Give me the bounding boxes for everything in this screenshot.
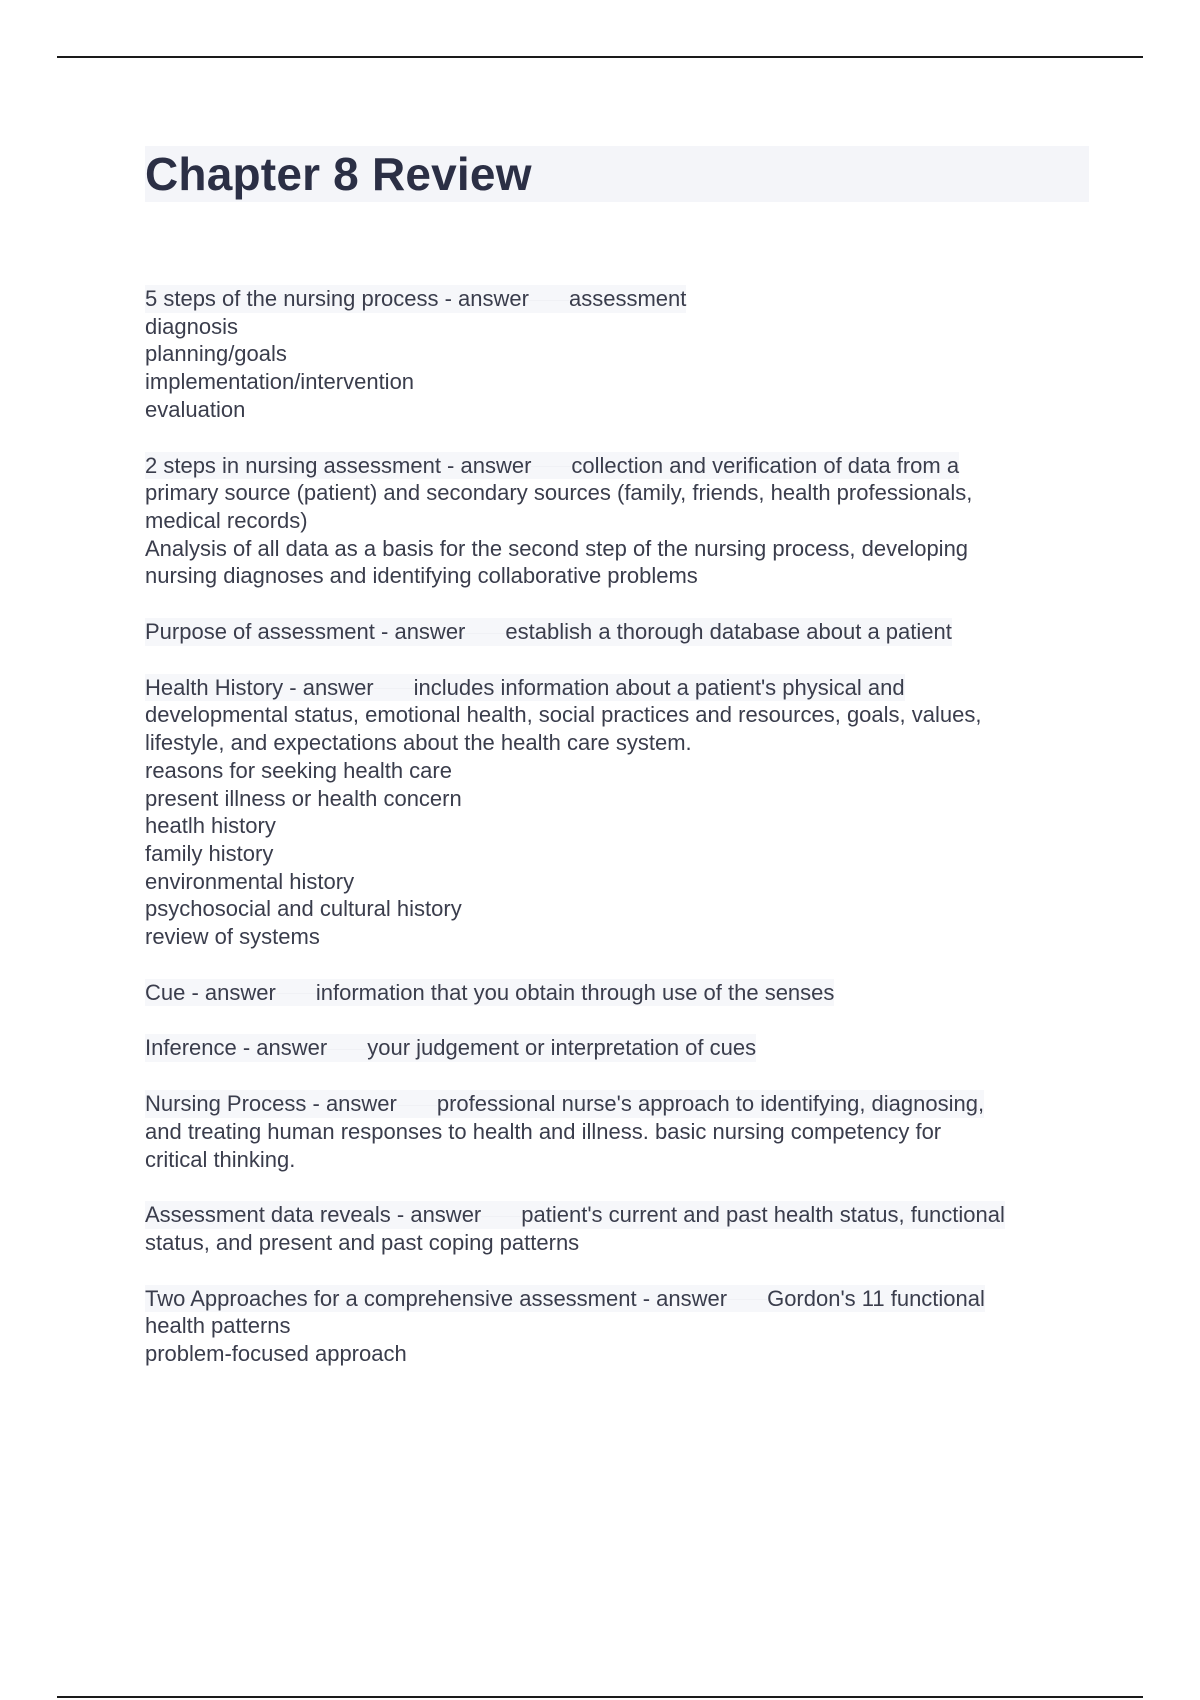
- answer-separator: - answer: [636, 1285, 728, 1311]
- card-first-line: [145, 1201, 1005, 1229]
- bottom-rule: [57, 1696, 1143, 1698]
- card-answer: includes information about a patient's physical and: [413, 674, 905, 700]
- card-answer-line: planning/goals: [145, 341, 287, 367]
- card-term: Nursing Process: [145, 1091, 307, 1117]
- flashcard: [145, 1201, 1095, 1256]
- card-answer-line: nursing diagnoses and identifying collaborative problems: [145, 563, 698, 589]
- flashcard: [145, 452, 1095, 591]
- card-first-line: [145, 1090, 984, 1118]
- answer-separator: - answer: [306, 1091, 397, 1117]
- card-answer: your judgement or interpretation of cues: [367, 1035, 757, 1061]
- card-answer-line: diagnosis: [145, 313, 238, 339]
- card-answer: establish a thorough database about a patient: [505, 619, 952, 645]
- card-answer-line: implementation/intervention: [145, 369, 415, 395]
- card-term: 5 steps of the nursing process: [145, 286, 439, 311]
- card-answer-line: environmental history: [145, 868, 355, 894]
- answer-separator: - answer: [374, 619, 466, 645]
- flashcard: [145, 1034, 1095, 1062]
- card-term: Assessment data reveals: [145, 1202, 391, 1228]
- card-answer-line: lifestyle, and expectations about the health care system.: [145, 730, 692, 756]
- card-answer: assessment: [568, 286, 687, 311]
- card-answer-line: medical records): [145, 507, 308, 533]
- answer-gap: [327, 1049, 367, 1050]
- answer-gap: [374, 688, 414, 689]
- flashcard: [145, 674, 1095, 951]
- answer-separator: - answer: [390, 1202, 482, 1228]
- card-answer: collection and verification of data from a: [571, 452, 960, 478]
- card-answer-line: developmental status, emotional health, social practices and resources, goals, values,: [145, 702, 982, 728]
- answer-gap: [276, 993, 316, 994]
- answer-gap: [529, 300, 569, 301]
- card-answer: Gordon's 11 functional: [767, 1285, 985, 1311]
- card-term: Inference: [145, 1035, 237, 1061]
- card-answer-line: present illness or health concern: [145, 785, 462, 811]
- card-answer-line: status, and present and past coping patterns: [145, 1229, 580, 1255]
- card-answer-line: reasons for seeking health care: [145, 757, 452, 783]
- answer-separator: - answer: [185, 979, 276, 1005]
- answer-separator: - answer: [440, 452, 532, 478]
- card-first-line: [145, 1285, 985, 1313]
- top-rule: [57, 56, 1143, 58]
- flashcard-list: [145, 285, 1095, 1396]
- card-first-line: [145, 674, 905, 702]
- card-term: Purpose of assessment: [145, 619, 375, 645]
- card-answer-line: evaluation: [145, 396, 246, 422]
- card-answer: information that you obtain through use of the senses: [315, 979, 835, 1005]
- flashcard: [145, 1090, 1095, 1173]
- card-first-line: [145, 979, 834, 1007]
- card-answer: patient's current and past health status, functional: [521, 1202, 1005, 1228]
- card-answer-line: heatlh history: [145, 813, 276, 839]
- card-first-line: [145, 452, 959, 480]
- card-term: Two Approaches for a comprehensive assessment: [145, 1285, 637, 1311]
- card-answer-line: review of systems: [145, 924, 320, 950]
- answer-gap: [397, 1105, 437, 1106]
- card-answer-line: problem-focused approach: [145, 1341, 407, 1367]
- answer-gap: [481, 1216, 521, 1217]
- answer-separator: - answer: [283, 674, 374, 700]
- answer-gap: [727, 1299, 767, 1300]
- card-answer-line: health patterns: [145, 1313, 291, 1339]
- card-term: Cue: [145, 979, 186, 1005]
- card-answer-line: critical thinking.: [145, 1146, 296, 1172]
- flashcard: [145, 618, 1095, 646]
- card-first-line: [145, 618, 952, 646]
- card-term: Health History: [145, 674, 284, 700]
- answer-gap: [531, 466, 571, 467]
- card-term: 2 steps in nursing assessment: [145, 452, 441, 478]
- card-answer-line: and treating human responses to health and illness. basic nursing competency for: [145, 1118, 942, 1144]
- flashcard: [145, 1285, 1095, 1368]
- page-title: Chapter 8 Review: [145, 148, 532, 200]
- answer-separator: - answer: [236, 1035, 328, 1061]
- card-answer-line: Analysis of all data as a basis for the second step of the nursing process, developing: [145, 535, 969, 561]
- card-answer-line: primary source (patient) and secondary sources (family, friends, health professionals,: [145, 480, 973, 506]
- card-first-line: [145, 285, 686, 313]
- answer-separator: - answer: [438, 286, 529, 311]
- card-answer-line: psychosocial and cultural history: [145, 896, 462, 922]
- answer-gap: [465, 633, 505, 634]
- card-answer-line: family history: [145, 840, 274, 866]
- flashcard: [145, 285, 1095, 424]
- card-answer: professional nurse's approach to identifying, diagnosing,: [436, 1091, 985, 1117]
- card-first-line: [145, 1034, 756, 1062]
- flashcard: [145, 979, 1095, 1007]
